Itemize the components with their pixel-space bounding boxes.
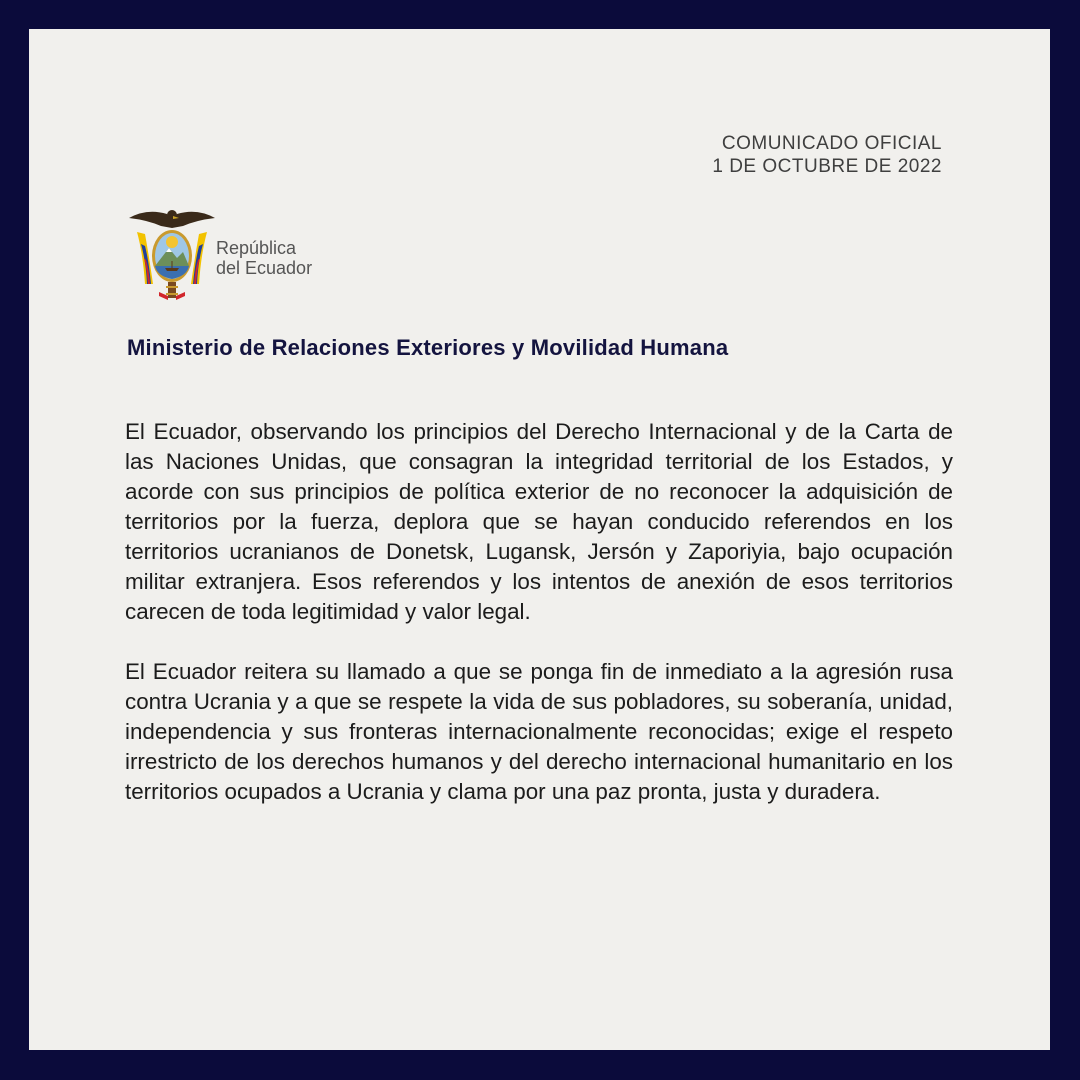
paragraph-2: El Ecuador reitera su llamado a que se ponga fin de inmediato a la agresión rusa contra Ucrania y a que se respete la vida de sus pobladores, su soberanía, unidad, independencia y sus fronteras internacionalmente reconocidas; exige el respeto irrestricto de los derechos humanos y del derecho internacional humanitario en los territorios ocupados a Ucrania y clama por una paz pronta, justa y duradera.	[125, 659, 953, 804]
header-meta	[712, 132, 942, 178]
ministry-name: Ministerio de Relaciones Exteriores y Movilidad Humana	[127, 335, 729, 360]
logo-text	[216, 238, 312, 278]
ecuador-coat-of-arms-icon	[127, 204, 217, 304]
logo-text-line1: República	[216, 238, 297, 258]
statement-body	[125, 417, 953, 837]
document-date: 1 DE OCTUBRE DE 2022	[712, 156, 942, 177]
document-page	[29, 29, 1050, 1050]
document-type: COMUNICADO OFICIAL	[721, 133, 942, 154]
paragraph-1: El Ecuador, observando los principios del Derecho Internacional y de la Carta de las Naciones Unidas, que consagran la integridad territorial de los Estados, y acorde con sus principios de política exterior de no reconocer la adquisición de territorios por la fuerza, deplora que se hayan conducido referendos en los territorios ucranianos de Donetsk, Lugansk, Jersón y Zaporiyia, bajo ocupación militar extranjera. Esos referendos y los intentos de anexión de esos territorios carecen de toda legitimidad y valor legal.	[125, 419, 953, 624]
logo-text-line2: del Ecuador	[216, 258, 313, 278]
republic-logo	[127, 204, 347, 304]
